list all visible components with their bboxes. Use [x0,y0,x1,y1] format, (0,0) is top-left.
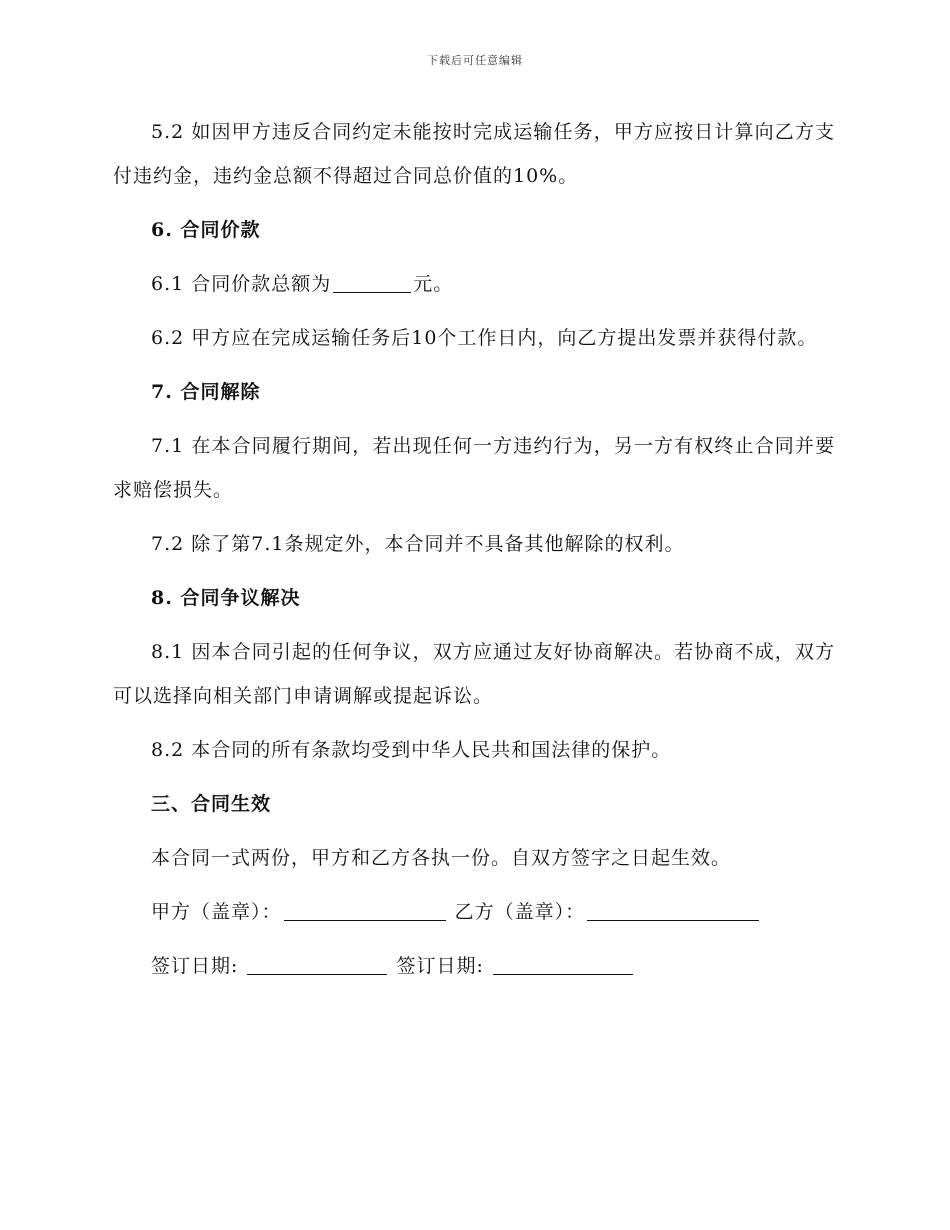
document-body [113,110,835,998]
clause-8-2: 8.2 本合同的所有条款均受到中华人民共和国法律的保护。 [151,739,672,761]
clause-6-1-unit: 元。 [413,273,454,295]
section-heading-effect: 三、合同生效 [151,793,272,815]
page-header: 下载后可任意编辑 [427,54,523,67]
date-a-blank [247,954,387,975]
clause-7-1: 7.1 在本合同履行期间，若出现任何一方违约行为，另一方有权终止合同并要求赔偿损失。 [113,435,835,501]
party-a-seal-blank [284,900,446,921]
effect-clause: 本合同一式两份，甲方和乙方各执一份。自双方签字之日起生效。 [151,847,732,869]
party-b-seal-blank [587,900,759,921]
clause-8-1: 8.1 因本合同引起的任何争议，双方应通过友好协商解决。若协商不成，双方可以选择向相关部门申请调解或提起诉讼。 [113,641,835,707]
section-heading-7: 7. 合同解除 [151,381,261,403]
date-b-blank [493,954,633,975]
date-label-a: 签订日期: [151,955,239,977]
party-seal-line [113,890,835,934]
date-label-b: 签订日期: [396,955,484,977]
sign-date-line [113,944,835,988]
section-heading-6: 6. 合同价款 [151,219,261,241]
clause-6-2: 6.2 甲方应在完成运输任务后10个工作日内，向乙方提出发票并获得付款。 [151,327,818,349]
clause-5-2: 5.2 如因甲方违反合同约定未能按时完成运输任务，甲方应按日计算向乙方支付违约金，违约金总额不得超过合同总价值的10%。 [113,121,835,187]
clause-7-2: 7.2 除了第7.1条规定外，本合同并不具备其他解除的权利。 [151,533,685,555]
party-b-label: 乙方（盖章）： [454,901,586,923]
section-heading-8: 8. 合同争议解决 [151,587,301,609]
clause-6-1-text: 6.1 合同价款总额为 [151,273,332,295]
party-a-label: 甲方（盖章）： [151,901,282,923]
contract-amount-blank [333,272,411,293]
clause-6-1 [113,262,835,306]
